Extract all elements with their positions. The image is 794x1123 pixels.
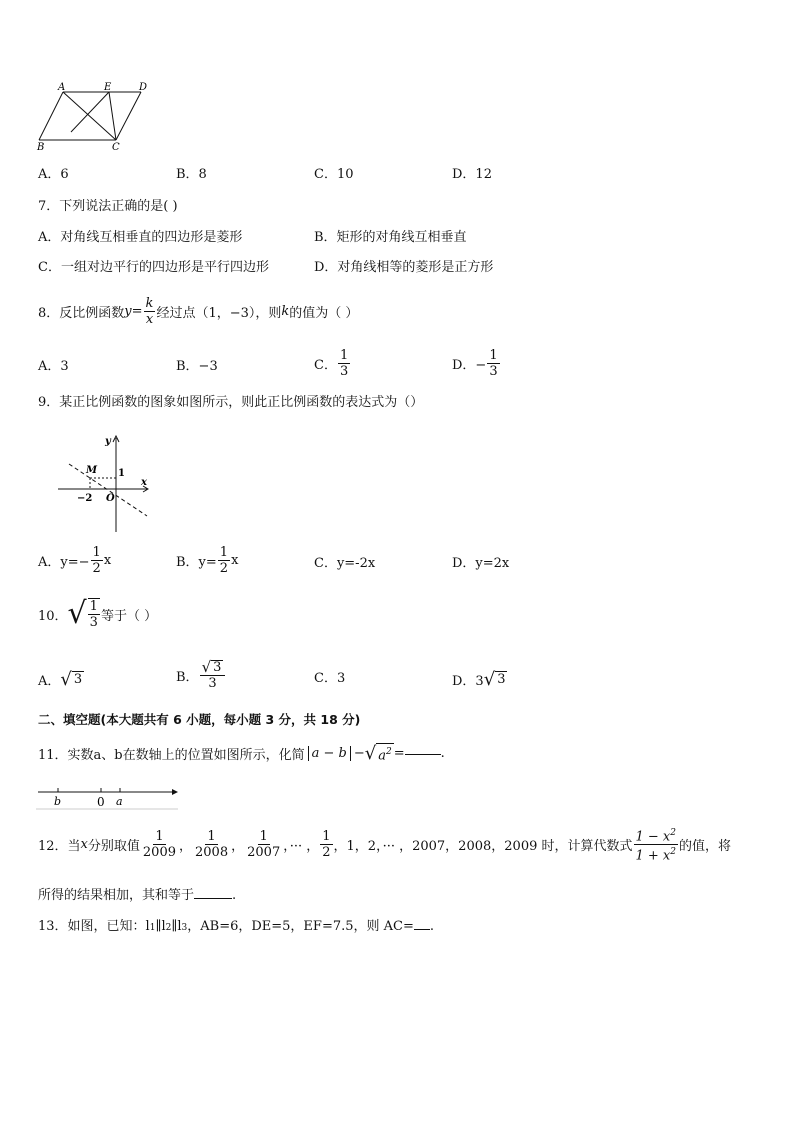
q8-option-b[interactable]: B．−3: [176, 359, 218, 374]
axis-label-a: a: [116, 795, 123, 808]
frac-den: 2007: [247, 845, 281, 861]
q12-prefix: 12．当: [38, 839, 81, 855]
axis-label-b: b: [54, 795, 62, 808]
label-B: B: [37, 142, 45, 153]
q11-sqrt: [365, 743, 394, 764]
q9-graph: [55, 432, 155, 536]
q8-option-d-label: D．−: [452, 358, 487, 373]
q12-mid: 分别取值: [87, 839, 140, 855]
frac-den: 3: [339, 364, 349, 379]
q12-comma: ，: [231, 839, 245, 855]
q12-frac-2007: [245, 829, 282, 860]
graph-M-label: M: [86, 465, 98, 476]
q8-option-d[interactable]: [452, 348, 501, 379]
q8-option-c-frac: [338, 348, 350, 379]
q9-option-d[interactable]: D．y=2x: [452, 556, 510, 571]
q12-end: .: [232, 888, 237, 903]
q9-b-frac: [218, 545, 230, 576]
q13-rest: ∥l: [155, 919, 166, 934]
q7-option-a[interactable]: A．对角线互相垂直的四边形是菱形: [38, 230, 243, 245]
q9-option-b[interactable]: [176, 545, 238, 576]
frac-den: 2: [322, 845, 331, 861]
radicand: 3: [213, 660, 222, 675]
q11-minus: −: [353, 746, 365, 762]
q9-stem: 9．某正比例函数的图象如图所示，则此正比例函数的表达式为（）: [38, 395, 424, 410]
label-C: C: [112, 142, 120, 153]
frac-den: 2008: [195, 845, 229, 861]
q10-stem: [38, 598, 157, 630]
radicand: $a^2$: [376, 743, 394, 764]
frac-num: 1: [89, 599, 98, 614]
q12-list: ，1，2，··· ，2007，2008，2009 时，计算代数式: [333, 839, 633, 855]
q9-a-frac: [91, 545, 103, 576]
graph-O-label: O: [106, 493, 115, 504]
q11-end: .: [440, 746, 445, 762]
q8-frac-k: k: [145, 296, 154, 311]
answer-blank[interactable]: [414, 928, 430, 930]
q10-option-a[interactable]: [38, 670, 84, 689]
q8-y: y: [124, 304, 132, 319]
q8-k: k: [281, 304, 290, 319]
answer-blank[interactable]: [194, 897, 232, 899]
q6-option-d[interactable]: D．12: [452, 167, 492, 182]
q10-d-label: D．3: [452, 674, 484, 689]
q9-a-pre: A．y=−: [38, 555, 90, 570]
q11-stem: [38, 743, 445, 764]
frac-num: 1: [92, 545, 101, 560]
frac-den: 3: [208, 676, 217, 691]
q6-option-a[interactable]: A．6: [38, 167, 69, 182]
q7-option-d[interactable]: D．对角线相等的菱形是正方形: [314, 260, 494, 275]
q9-a-post: x: [103, 553, 112, 568]
radical-icon: √: [67, 596, 87, 631]
q12-after: 的值，将: [679, 839, 732, 855]
frac-num: $1 - x^2$: [635, 828, 676, 845]
q8-prefix: 8．反比例函数: [38, 306, 125, 321]
answer-blank[interactable]: [405, 753, 441, 755]
expr-den: 1 + x: [635, 848, 671, 864]
frac-num: 1: [322, 829, 331, 845]
q10-frac: [88, 598, 100, 630]
q10-a-label: A．: [38, 674, 61, 689]
radicand: 3: [73, 672, 83, 687]
q9-b-post: x: [231, 553, 239, 568]
graph-one-label: 1: [118, 468, 125, 479]
q10-b-frac: [200, 660, 226, 691]
q12-x: x: [80, 837, 88, 853]
q8-fraction: [144, 296, 156, 327]
frac-num: [200, 660, 226, 676]
q12-comma: ，: [179, 839, 193, 855]
q8-option-a[interactable]: A．3: [38, 359, 69, 374]
frac-den: 2: [219, 561, 229, 576]
section-heading-fill-in: 二、填空题(本大题共有 6 小题，每小题 3 分，共 18 分): [38, 712, 361, 727]
radical-icon: √: [60, 668, 72, 690]
q9-option-a[interactable]: [38, 545, 111, 576]
q8-option-d-frac: [487, 348, 499, 379]
frac-den: $1 + x^2$: [635, 847, 676, 864]
frac-num: 1: [259, 829, 268, 845]
q12-stem: [38, 826, 731, 864]
q13-prefix: 13．如图，已知：l: [38, 919, 150, 934]
label-D: D: [139, 82, 148, 93]
frac-den: 3: [89, 615, 98, 630]
q8-frac-x: x: [145, 312, 154, 327]
q10-b-label: B．: [176, 670, 199, 685]
q12-frac-half: [320, 829, 332, 860]
q10-option-d[interactable]: [452, 670, 507, 689]
parallelogram-figure: [34, 82, 154, 154]
expr-num: 1 − x: [635, 829, 671, 845]
graph-y-label: y: [105, 436, 111, 447]
radical-icon: √: [201, 658, 212, 676]
frac-num: 1: [155, 829, 164, 845]
q7-stem: 7．下列说法正确的是( ): [38, 199, 178, 214]
q8-option-c-label: C．: [314, 358, 337, 373]
q13-rest2: ∥l: [171, 919, 182, 934]
q13-stem: 13．如图，已知：l $_1$ ∥l 2 ∥l 3 ，AB=6，DE=5，EF=7.5，则 AC= .: [38, 915, 434, 934]
q9-b-pre: B．y=: [176, 555, 217, 570]
radical-icon: √: [364, 742, 377, 764]
q7-option-c[interactable]: C．一组对边平行的四边形是平行四边形: [38, 260, 269, 275]
q10-suffix: 等于（ ）: [100, 608, 158, 624]
q12-line2-text: 所得的结果相加，其和等于: [38, 888, 195, 903]
q10-prefix: 10．: [38, 608, 68, 624]
frac-num: 1: [207, 829, 216, 845]
q12-expression: [634, 826, 679, 864]
q9-option-c[interactable]: C．y=-2x: [314, 556, 376, 571]
q6-option-c[interactable]: C．10: [314, 167, 354, 182]
q8-option-c[interactable]: [314, 348, 351, 379]
graph-x-label: x: [141, 477, 147, 488]
q10-option-c[interactable]: C．3: [314, 671, 346, 686]
q11-abs-expr: a − b: [308, 746, 351, 761]
frac-den: 2009: [142, 845, 176, 861]
label-E: E: [104, 82, 112, 93]
frac-den: 2: [92, 561, 101, 576]
frac-num: 1: [339, 348, 349, 363]
q12-frac-2009: [141, 829, 178, 860]
q12-dots: ，··· ，: [283, 839, 320, 855]
q12-frac-2008: [193, 829, 230, 860]
axis-label-zero: 0: [97, 795, 105, 809]
frac-den: 3: [489, 364, 498, 379]
graph-neg2-label: −2: [77, 493, 93, 504]
q12-line2: [38, 884, 236, 903]
q10-sqrt: [68, 598, 101, 630]
q8-eq: =: [131, 304, 143, 319]
q7-option-b[interactable]: B．矩形的对角线互相垂直: [314, 230, 467, 245]
radicand: 3: [497, 672, 506, 687]
q13-end: .: [429, 919, 435, 934]
q6-option-b[interactable]: B．8: [176, 167, 207, 182]
q11-eq: =: [393, 746, 405, 762]
q8-suffix-b: 的值为（ ）: [289, 306, 359, 321]
q11-stem-text: 11．实数a、b在数轴上的位置如图所示，化简: [38, 748, 305, 764]
radical-icon: √: [483, 668, 496, 690]
q11-number-line: [36, 784, 178, 810]
q8-suffix-a: 经过点（1，−3），则: [156, 306, 282, 321]
q10-option-b[interactable]: [176, 660, 226, 691]
q8-stem: [38, 296, 358, 327]
label-A: A: [58, 82, 66, 93]
frac-num: 1: [489, 348, 498, 363]
radicand-var: a: [378, 748, 387, 764]
q10-a-sqrt: [60, 668, 84, 690]
frac-num: 1: [219, 545, 229, 560]
q10-d-sqrt: [483, 668, 508, 690]
q13-tail: ，AB=6，DE=5，EF=7.5，则 AC=: [187, 919, 414, 934]
